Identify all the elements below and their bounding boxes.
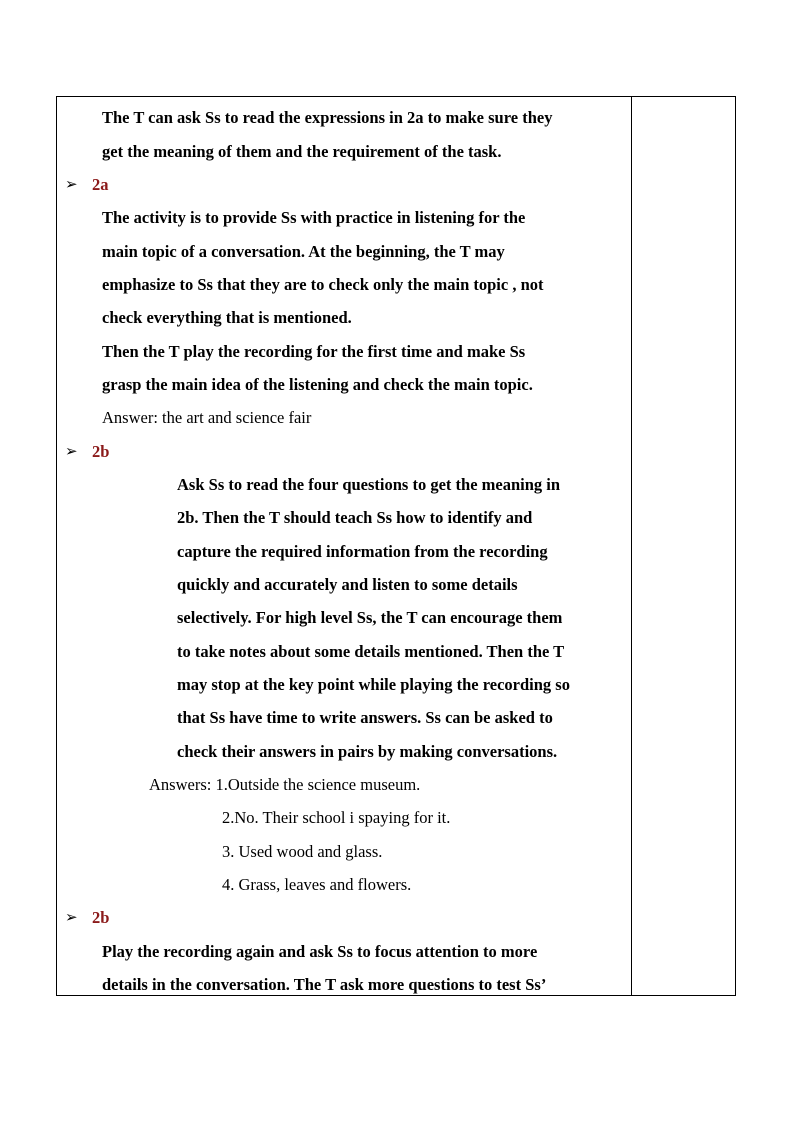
section-heading-2b: 2b bbox=[92, 442, 110, 461]
arrow-bullet-icon: ➢ bbox=[65, 910, 78, 926]
answers-label: Answers: 1.Outside the science museum. bbox=[149, 775, 421, 794]
arrow-bullet-icon: ➢ bbox=[65, 177, 78, 193]
paragraph-line: grasp the main idea of the listening and check the main topic. bbox=[102, 375, 533, 394]
paragraph-line: quickly and accurately and listen to some details bbox=[177, 575, 518, 594]
arrow-bullet-icon: ➢ bbox=[65, 444, 78, 460]
intro-line: The T can ask Ss to read the expressions in 2a to make sure they bbox=[102, 108, 553, 127]
paragraph-line: selectively. For high level Ss, the T can encourage them bbox=[177, 608, 563, 627]
paragraph-line: Then the T play the recording for the first time and make Ss bbox=[102, 342, 526, 361]
lesson-table bbox=[56, 96, 736, 996]
section-heading-2b-second: 2b bbox=[92, 908, 110, 927]
paragraph-line: capture the required information from the recording bbox=[177, 542, 548, 561]
paragraph-line: may stop at the key point while playing the recording so bbox=[177, 675, 570, 694]
paragraph-line: main topic of a conversation. At the beginning, the T may bbox=[102, 242, 505, 261]
answer-item: 2.No. Their school i spaying for it. bbox=[222, 808, 451, 827]
answer-line: Answer: the art and science fair bbox=[102, 408, 312, 427]
paragraph-line: check everything that is mentioned. bbox=[102, 308, 352, 327]
intro-line: get the meaning of them and the requirement of the task. bbox=[102, 142, 502, 161]
section-heading-2a: 2a bbox=[92, 175, 109, 194]
paragraph-line: details in the conversation. The T ask more questions to test Ss’ bbox=[102, 975, 547, 994]
paragraph-line: The activity is to provide Ss with practice in listening for the bbox=[102, 208, 526, 227]
paragraph-line: emphasize to Ss that they are to check only the main topic , not bbox=[102, 275, 544, 294]
paragraph-line: 2b. Then the T should teach Ss how to identify and bbox=[177, 508, 533, 527]
paragraph-line: Ask Ss to read the four questions to get the meaning in bbox=[177, 475, 561, 494]
paragraph-line: Play the recording again and ask Ss to focus attention to more bbox=[102, 942, 538, 961]
answer-item: 3. Used wood and glass. bbox=[222, 842, 383, 861]
paragraph-line: to take notes about some details mentioned. Then the T bbox=[177, 642, 565, 661]
notes-column bbox=[632, 97, 735, 995]
paragraph-line: that Ss have time to write answers. Ss can be asked to bbox=[177, 708, 553, 727]
paragraph-line: check their answers in pairs by making conversations. bbox=[177, 742, 558, 761]
answer-item: 4. Grass, leaves and flowers. bbox=[222, 875, 412, 894]
